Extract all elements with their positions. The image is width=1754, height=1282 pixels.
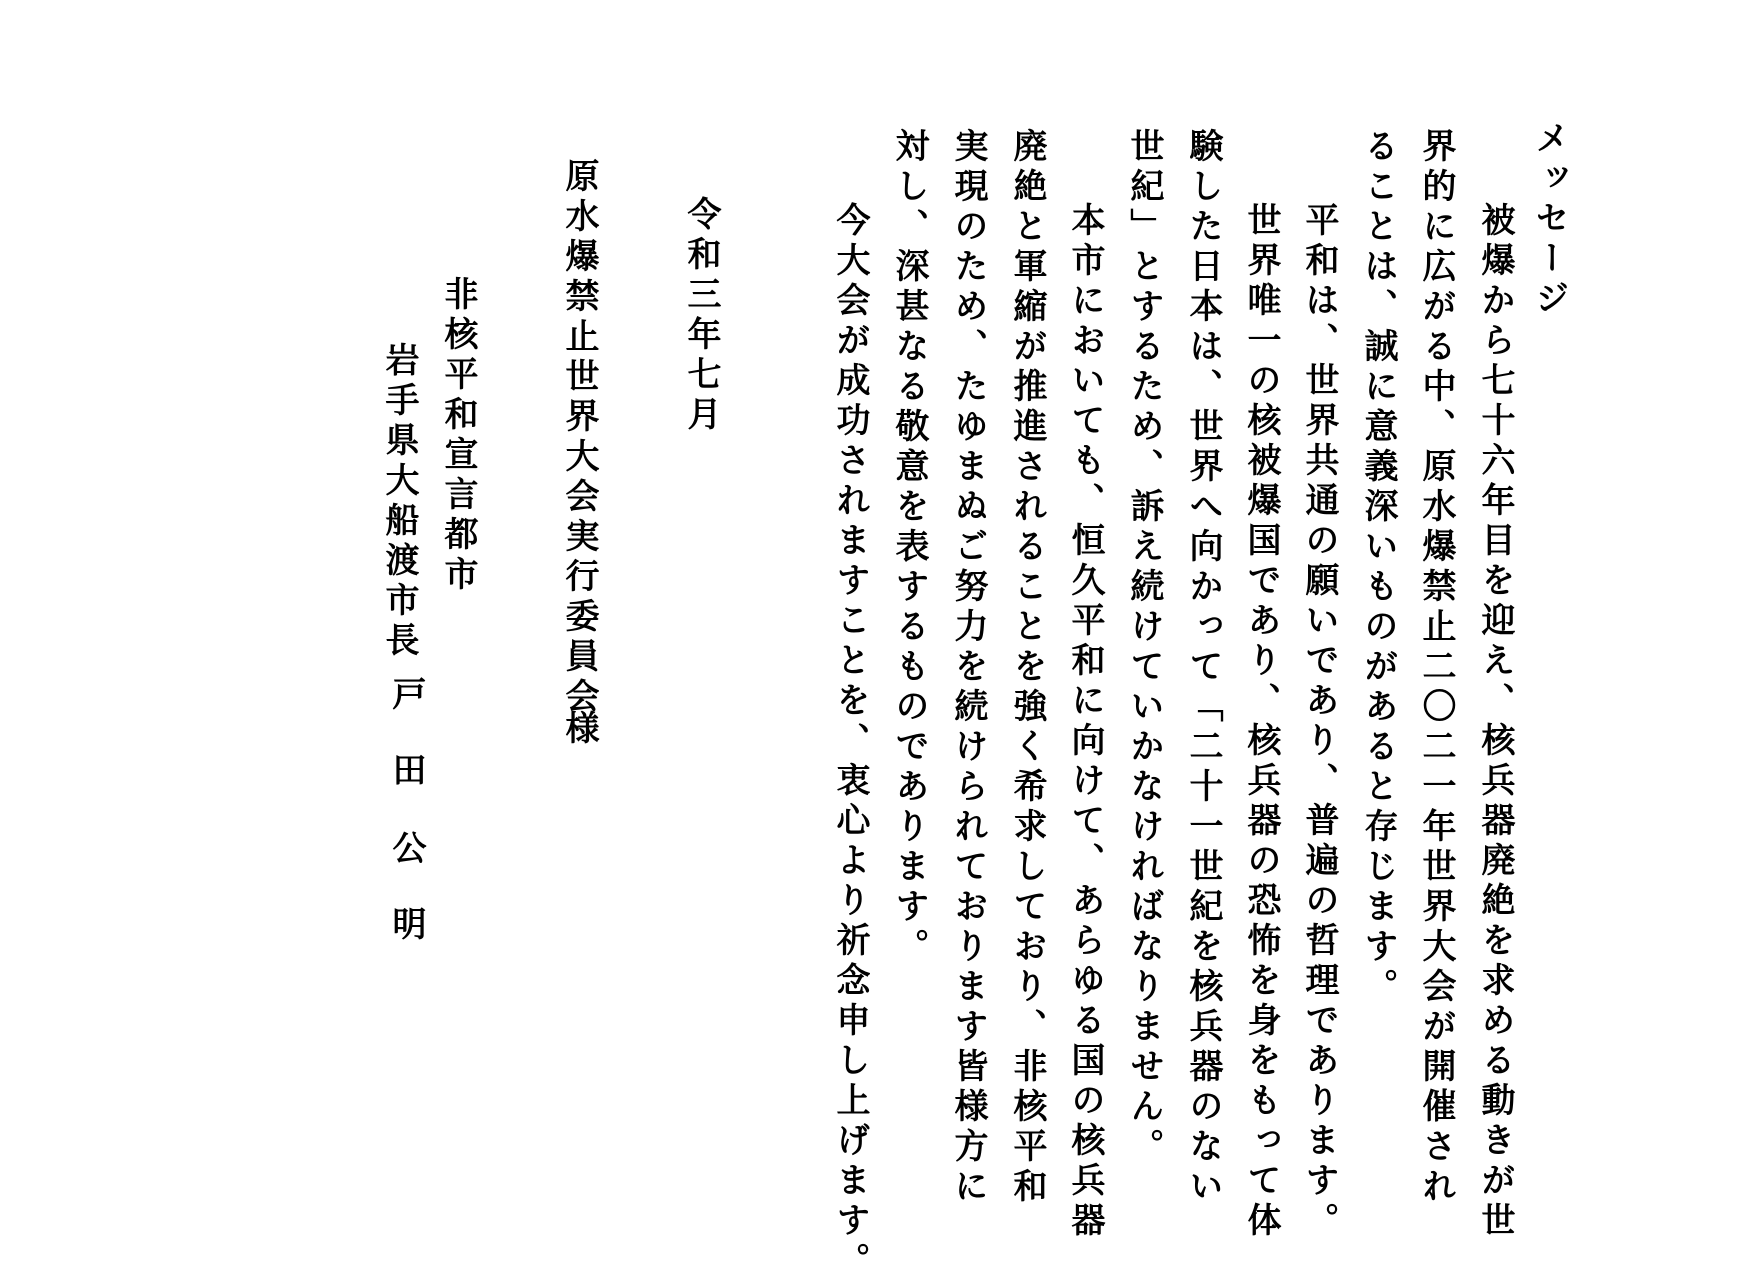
mayor-title: 岩手県大船渡市長 <box>379 342 419 662</box>
recipient-honorific: 様 <box>559 710 599 750</box>
body-line-6: 験した日本は、世界へ向かって「二十一世紀を核兵器のない <box>1183 128 1223 1208</box>
mayor-name-char-4: 明 <box>386 906 426 940</box>
body-line-4: 平和は、世界共通の願いであり、普遍の哲理であります。 <box>1299 202 1339 1242</box>
body-line-7: 世紀」とするため、訴え続けていかなければなりません。 <box>1124 128 1164 1168</box>
mayor-name-char-2: 田 <box>386 752 426 786</box>
mayor-name-char-1: 戸 <box>386 676 426 710</box>
body-line-1: 被爆から七十六年目を迎え、核兵器廃絶を求める動きが世 <box>1475 202 1515 1242</box>
body-line-12: 今大会が成功されますことを、衷心より祈念申し上げます。 <box>830 202 870 1282</box>
city-title: 非核平和宣言都市 <box>438 276 478 596</box>
body-line-5: 世界唯一の核被爆国であり、核兵器の恐怖を身をもって体 <box>1241 202 1281 1242</box>
recipient: 原水爆禁止世界大会実行委員会 <box>559 158 599 718</box>
body-line-11: 対し、深甚なる敬意を表するものであります。 <box>889 128 929 968</box>
message-heading: メッセージ <box>1529 120 1569 320</box>
body-line-8: 本市においても、恒久平和に向けて、あらゆる国の核兵器 <box>1065 202 1105 1242</box>
body-line-2: 界的に広がる中、原水爆禁止二〇二一年世界大会が開催され <box>1416 128 1456 1208</box>
mayor-name-char-3: 公 <box>386 830 426 864</box>
body-line-10: 実現のため、たゆまぬご努力を続けられております皆様方に <box>948 128 988 1208</box>
body-line-9: 廃絶と軍縮が推進されることを強く希求しており、非核平和 <box>1007 128 1047 1208</box>
date: 令和三年七月 <box>681 196 721 436</box>
body-line-3: ることは、誠に意義深いものがあると存じます。 <box>1358 128 1398 1008</box>
